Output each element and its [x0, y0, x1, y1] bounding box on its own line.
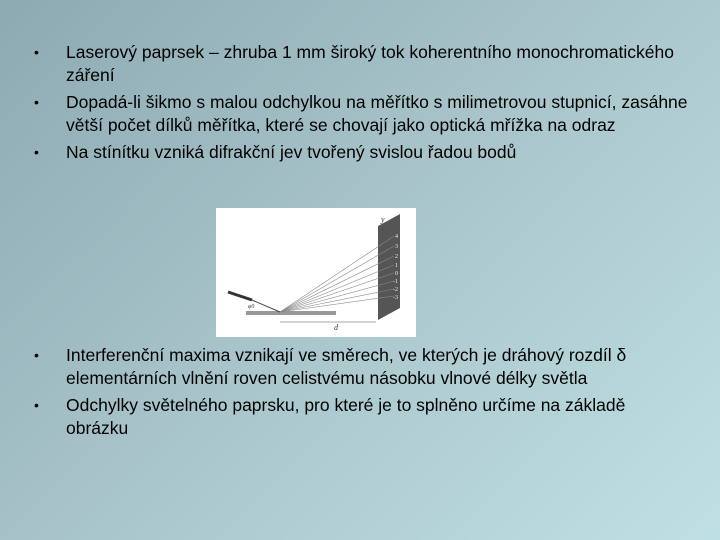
order-label: -3: [393, 295, 398, 301]
bullet-symbol: •: [34, 44, 39, 60]
laser-source: [228, 292, 252, 300]
order-label: 4: [395, 234, 398, 240]
bullet-item: [28, 41, 688, 87]
bullet-text: Interferenční maxima vznikají ve směrech, ve kterých je dráhový rozdíl δ elementárních vlnění roven celistvému násobku vlnové délky světla: [66, 345, 627, 388]
distance-label: d: [334, 323, 338, 332]
order-label: 0: [395, 271, 398, 277]
scale-bar: [246, 311, 336, 315]
order-label: 3: [395, 244, 398, 250]
bullet-symbol: •: [34, 144, 39, 160]
bullet-symbol: •: [34, 347, 39, 363]
bullet-text: Na stínítku vzniká difrakční jev tvořený svislou řadou bodů: [66, 142, 517, 162]
order-label: 1: [395, 263, 398, 269]
diffraction-diagram: [216, 208, 416, 337]
top-bullet-list: [28, 41, 688, 168]
bullet-item: [28, 91, 688, 137]
bullet-text: Dopadá-li šikmo s malou odchylkou na měřítko s milimetrovou stupnicí, zasáhne větší počet dílků měřítka, které se chovají jako optická mřížka na odraz: [66, 92, 688, 135]
order-label: -1: [393, 279, 398, 285]
bullet-text: Laserový paprsek – zhruba 1 mm široký tok koherentního monochromatického záření: [66, 42, 674, 85]
bottom-bullet-list: [28, 344, 688, 444]
angle-label: φ0: [248, 304, 255, 310]
bullet-symbol: •: [34, 94, 39, 110]
y-axis-label: y: [381, 215, 385, 224]
diffraction-diagram-svg: [216, 208, 416, 337]
bullet-text: Odchylky světelného paprsku, pro které je to splněno určíme na základě obrázku: [66, 395, 626, 438]
order-label: 2: [395, 254, 398, 260]
incident-beam: [252, 300, 280, 312]
bullet-item: [28, 344, 688, 390]
bullet-symbol: •: [34, 397, 39, 413]
bullet-item: [28, 141, 688, 164]
order-label: -2: [393, 287, 398, 293]
bullet-item: [28, 394, 688, 440]
diffraction-rays: [280, 236, 394, 312]
